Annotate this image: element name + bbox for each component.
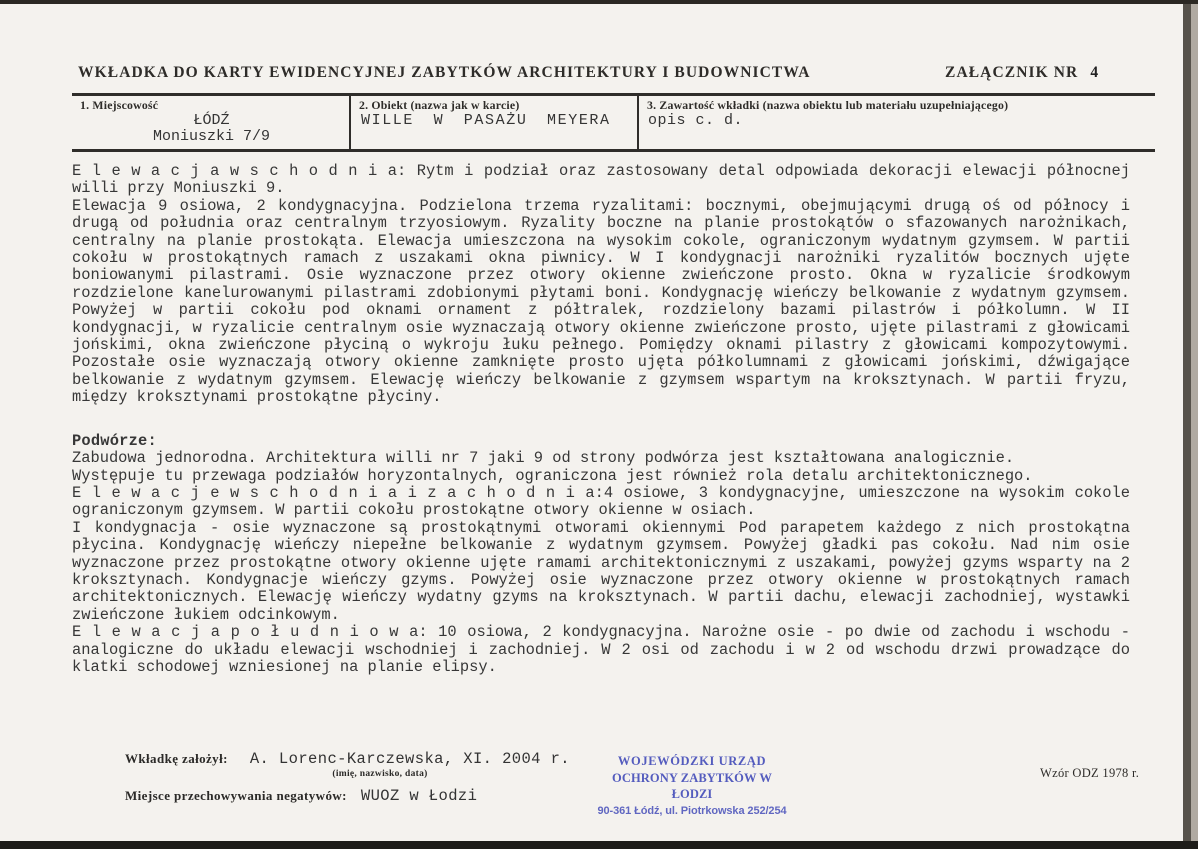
created-by-row [125, 750, 570, 768]
negatives-label: Miejsce przechowywania negatywów: [125, 788, 347, 803]
location-cell [72, 96, 349, 149]
header-table [72, 93, 1155, 152]
office-stamp [596, 753, 788, 819]
contents-label: 3. Zawartość wkładki (nazwa obiektu lub materiału uzupełniającego) [647, 98, 1009, 112]
stamp-line-1: WOJEWÓDZKI URZĄD [617, 754, 767, 768]
object-label: 2. Obiekt (nazwa jak w karcie) [359, 98, 520, 112]
created-by-value: A. Lorenc-Karczewska, XI. 2004 r. [249, 750, 570, 768]
created-by-hint: (imię, nazwisko, data) [332, 769, 428, 779]
description-body [72, 163, 1130, 676]
courtyard-heading: Podwórze: [72, 431, 157, 450]
courtyard-paragraph: I kondygnacja - osie wyznaczone są prostokątnymi otworami okiennymi Pod parapetem każdego z nich prostokątna płycina. Kondygnację wieńczy niepełne belkowanie z wydatnym gzymsem. Powyżej gładki pas cokołu. Nad nim osie wyznaczone przez prostokątne otwory okienne ujęte ramami architektonicznymi z uszakami, powyżej gzyms wsparty na 2 kroksztynach. Kondygnacje wieńczy gzyms. Powyżej osie wyznaczone przez otwory okienne w prostokątnych ramach architektonicznych. Elewację wieńczy wydatny gzyms na kroksztynach. W partii dachu, elewacji zachodniej, wystawki zwieńczone łukiem odcinkowym. [72, 518, 1130, 624]
scan-edge-bottom [0, 841, 1198, 849]
stamp-line-2: OCHRONY ZABYTKÓW W ŁODZI [612, 770, 772, 801]
attachment-number-value: 4 [1090, 64, 1100, 81]
attachment-label: ZAŁĄCZNIK NR [945, 64, 1079, 81]
courtyard-paragraph: E l e w a c j e w s c h o d n i a i z a c h o d n i a:4 osiowe, 3 kondygnacyjne, umieszczone na wysokim cokole ograniczonym gzymsem. W partii cokołu prostokątne otwory okienne w osiach. [72, 483, 1130, 520]
attachment-number [945, 64, 1099, 82]
object-cell [349, 96, 637, 149]
scan-edge-right-dark [1183, 0, 1191, 849]
contents-value: opis c. d. [648, 112, 744, 129]
negatives-value: WUOZ w Łodzi [360, 787, 478, 805]
location-city: ŁÓDŹ [193, 112, 230, 129]
scan-edge-right-light [1191, 0, 1198, 849]
east-elevation-paragraph: Elewacja 9 osiowa, 2 kondygnacyjna. Podzielona trzema ryzalitami: bocznymi, obejmującymi drugą oś od północy i drugą od południa oraz centralnym trzyosiowym. Ryzality boczne na planie prostokątów o sfazowanych narożnikach, centralny na planie prostokąta. Elewacja umieszczona na wysokim cokole, ograniczonym wydatnym gzymsem. W partii cokołu w prostokątnych ramach z uszakami okna piwnicy. W I kondygnacji narożniki ryzalitów bocznych ujęte boniowanymi pilastrami. Osie wyznaczone przez otwory okienne zwieńczone prosto. Okna w ryzalicie środkowym rozdzielone kanelurowanymi pilastrami zdobionymi płytami boni. Kondygnację wieńczy belkowanie z wydatnym gzymsem. Powyżej w partii cokołu pod oknami ornament z półtralek, rozdzielony bazami pilastrów i półkolumn. W II kondygnacji, w ryzalicie centralnym osie wyznaczają otwory okienne zwieńczone prosto, ujęte pilastrami z głowicami jońskimi, okna zwieńczone płyciną o wykroju łuku pełnego. Pomiędzy oknami pilastry z głowicami kompozytowymi. Pozostałe osie wyznaczają otwory okienne zamknięte prosto ujęta półkolumnami z głowicami jońskimi, dźwigające belkowanie z wydatnym gzymsem. Elewację wieńczy belkowanie z gzymsem wspartym na kroksztynach. W partii fryzu, między kroksztynami prostokątne płyciny. [72, 196, 1130, 407]
courtyard-paragraph: Występuje tu przewaga podziałów horyzontalnych, ograniczona jest również rola detalu architektonicznego. [72, 466, 1033, 485]
location-address: Moniuszki 7/9 [152, 128, 271, 145]
created-by-label: Wkładkę założył: [125, 751, 228, 766]
courtyard-paragraph: E l e w a c j a p o ł u d n i o w a: 10 osiowa, 2 kondygnacyjna. Narożne osie - po dwie od zachodu i wschodu - analogiczne do układu elewacji wschodniej i zachodniej. W 2 osi od zachodu i w 2 od wschodu drzwi prowadzące do klatki schodowej wzniesionej na planie elipsy. [72, 623, 1130, 676]
scan-edge-top [0, 0, 1198, 4]
document-title: WKŁADKA DO KARTY EWIDENCYJNEJ ZABYTKÓW ARCHITEKTURY I BUDOWNICTWA [78, 64, 811, 81]
contents-cell [637, 96, 1155, 149]
east-elevation-paragraph: E l e w a c j a w s c h o d n i a: Rytm i podział oraz zastosowany detal odpowiada dekoracji elewacji północnej willi przy Moniuszki 9. [72, 162, 1130, 198]
form-note: Wzór ODZ 1978 r. [1040, 766, 1140, 780]
stamp-line-3: 90-361 Łódź, ul. Piotrkowska 252/254 [597, 804, 787, 817]
negatives-row [125, 787, 477, 805]
object-name: WILLE W PASAŻU MEYERA [361, 112, 611, 129]
location-label: 1. Miejscowość [80, 98, 159, 112]
courtyard-paragraph: Zabudowa jednorodna. Architektura willi nr 7 jaki 9 od strony podwórza jest kształtowana analogicznie. [72, 449, 1015, 468]
